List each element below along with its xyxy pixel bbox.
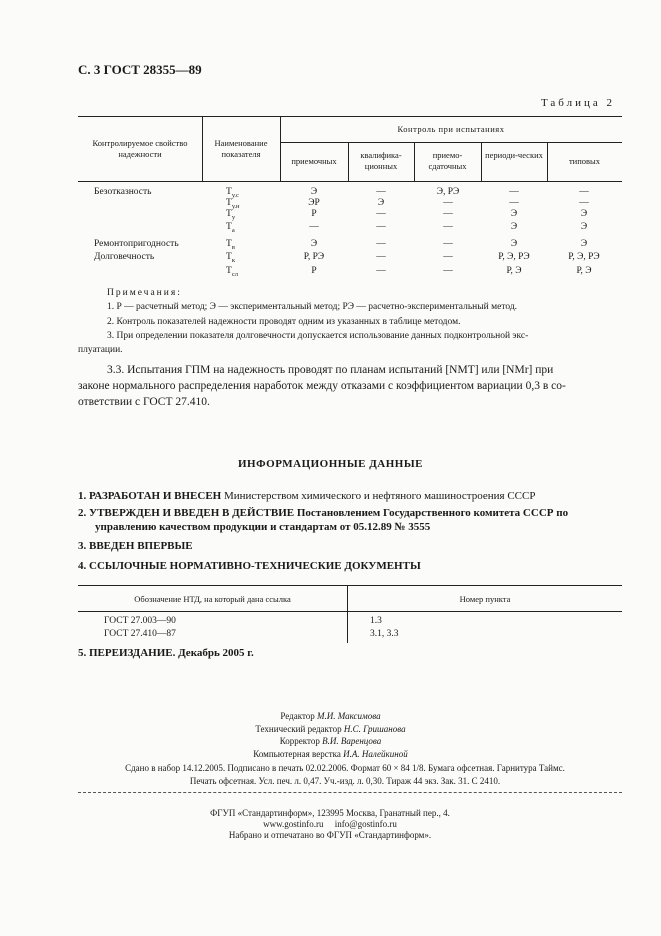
- col-qualification: квалифика-ционных: [360, 150, 402, 171]
- table-cell: —: [376, 187, 386, 197]
- table-cell: ЭР: [308, 198, 320, 208]
- table-cell: Э: [377, 198, 385, 208]
- table-cell: Э: [510, 222, 518, 232]
- indicator: $Т_{сл}$: [226, 266, 238, 278]
- table-cell: —: [443, 198, 453, 208]
- col-delivery: приемо-сдаточных: [428, 150, 467, 171]
- ref-doc-2: ГОСТ 27.410—87: [104, 629, 176, 639]
- table-cell: —: [443, 252, 453, 262]
- info-item-1-text: Министерством химического и нефтяного машиностроения СССР: [223, 490, 536, 502]
- indicator: $Т_в$: [226, 239, 235, 251]
- table-caption: Таблица 2: [540, 97, 615, 109]
- imprint-line3: Набрано и отпечатано во ФГУП «Стандартинформ».: [228, 830, 432, 840]
- table-cell: —: [376, 266, 386, 276]
- indicator: $Т_к$: [226, 252, 235, 264]
- info-item-5-text: Декабрь 2005 г.: [178, 647, 254, 659]
- table-cell: Р, Э, РЭ: [568, 252, 600, 262]
- table-cell: Р, РЭ: [303, 252, 325, 262]
- col-property-header: Контролируемое свойство надежности: [92, 138, 188, 159]
- info-item-4: 4. ССЫЛОЧНЫЕ НОРМАТИВНО-ТЕХНИЧЕСКИЕ ДОКУМЕНТЫ: [78, 560, 421, 572]
- table-cell: —: [443, 222, 453, 232]
- para-3-3-line1: 3.3. Испытания ГПМ на надежность проводят по планам испытаний [NMT] или [NMr] при: [107, 364, 554, 376]
- table-cell: Э: [580, 222, 588, 232]
- table-cell: —: [376, 252, 386, 262]
- table-cell: Р, Э: [506, 266, 522, 276]
- credits: [180, 710, 481, 760]
- table-cell: —: [309, 222, 319, 232]
- print-info-line1: Сдано в набор 14.12.2005. Подписано в печать 02.02.2006. Формат 60 × 84 1/8. Бумага офсетная. Гарнитура Таймс.: [125, 763, 565, 773]
- divider: [78, 792, 622, 793]
- info-item-1-bold: 1. РАЗРАБОТАН И ВНЕСЕН: [78, 490, 222, 502]
- note-2: 2. Контроль показателей надежности проводят одним из указанных в таблице методом.: [107, 317, 461, 327]
- note-1: 1. Р — расчетный метод; Э — экспериментальный метод; РЭ — расчетно-экспериментальный метод.: [107, 302, 518, 312]
- property-maintainability: Ремонтопригодность: [94, 239, 179, 249]
- property-reliability: Безотказность: [94, 187, 152, 197]
- indicator: $Т_{у.н}$: [226, 198, 240, 210]
- table-cell: —: [579, 187, 589, 197]
- print-info-line2: Печать офсетная. Усл. печ. л. 0,47. Уч.-изд. л. 0,30. Тираж 44 экз. Зак. 31. С 2410.: [189, 776, 501, 786]
- table-cell: Э: [510, 209, 518, 219]
- table-cell: —: [443, 266, 453, 276]
- table-cell: —: [509, 187, 519, 197]
- ref-col-doc: Обозначение НТД, на который дана ссылка: [134, 594, 291, 604]
- table-cell: —: [376, 222, 386, 232]
- col-periodic: периоди-ческих: [485, 150, 543, 160]
- table-cell: —: [376, 239, 386, 249]
- info-item-1: [78, 489, 535, 503]
- table-cell: —: [376, 209, 386, 219]
- info-title: ИНФОРМАЦИОННЫЕ ДАННЫЕ: [237, 458, 424, 470]
- ref-col-clause: Номер пункта: [459, 594, 511, 604]
- imprint-line1: ФГУП «Стандартинформ», 123995 Москва, Гранатный пер., 4.: [210, 808, 450, 818]
- info-item-5: [78, 646, 254, 660]
- table-cell: Э: [310, 187, 318, 197]
- indicator: $Т_у$: [226, 209, 236, 221]
- property-durability: Долговечность: [94, 252, 155, 262]
- table-cell: Р: [311, 209, 317, 219]
- table-cell: Э: [310, 239, 318, 249]
- ref-clause-1: 1.3: [370, 616, 382, 626]
- table-cell: —: [443, 209, 453, 219]
- info-item-2: [78, 506, 568, 520]
- indicator: $Т_{у.с}$: [226, 187, 239, 199]
- col-type: типовых: [568, 156, 601, 166]
- col-indicator-header: Наименование показателя: [214, 138, 268, 159]
- credit-layout: Компьютерная верстка И.А. Налейкиной: [253, 748, 408, 759]
- imprint-line2: www.gostinfo.ru info@gostinfo.ru: [263, 819, 397, 829]
- info-item-2-bold: 2. УТВЕРЖДЕН И ВВЕДЕН В ДЕЙСТВИЕ: [78, 507, 295, 519]
- info-item-2-cont: управлению качеством продукции и стандартам от 05.12.89 № 3555: [95, 521, 431, 533]
- table-cell: Э: [580, 239, 588, 249]
- para-3-3-line2: законе нормального распределения наработок между отказами с коэффициентом вариации 0,3 в со-: [78, 380, 566, 392]
- col-acceptance: приемочных: [291, 156, 337, 166]
- page-header: С. 3 ГОСТ 28355—89: [78, 62, 202, 77]
- notes-title: Примечания:: [107, 288, 182, 298]
- table-cell: —: [443, 239, 453, 249]
- credit-editor: Редактор М.И. Максимова: [280, 711, 381, 721]
- table-cell: Э: [510, 239, 518, 249]
- ref-clause-2: 3.1, 3.3: [370, 629, 399, 639]
- table-cell: Р, Э: [576, 266, 592, 276]
- table-cell: Р: [311, 266, 317, 276]
- table-cell: Э, РЭ: [436, 187, 460, 197]
- note-3: 3. При определении показателя долговечности допускается использование данных подконтрольной экс-: [107, 331, 529, 341]
- note-3-cont: плуатации.: [78, 345, 123, 355]
- credit-tech-editor: Технический редактор Н.С. Гришанова: [255, 723, 406, 734]
- col-tests-group-header: Контроль при испытаниях: [397, 124, 505, 134]
- info-item-2-text: Постановлением Государственного комитета СССР по: [296, 507, 569, 519]
- ref-doc-1: ГОСТ 27.003—90: [104, 616, 176, 626]
- table-cell: Э: [580, 209, 588, 219]
- indicator: $Т_а$: [226, 222, 235, 234]
- table-cell: —: [509, 198, 519, 208]
- info-item-3: 3. ВВЕДЕН ВПЕРВЫЕ: [78, 540, 193, 552]
- table-cell: —: [579, 198, 589, 208]
- info-item-5-bold: 5. ПЕРЕИЗДАНИЕ.: [78, 647, 176, 659]
- table-cell: Р, Э, РЭ: [498, 252, 530, 262]
- para-3-3-line3: ответствии с ГОСТ 27.410.: [78, 396, 210, 408]
- credit-proofreader: Корректор В.И. Варенцова: [279, 736, 382, 746]
